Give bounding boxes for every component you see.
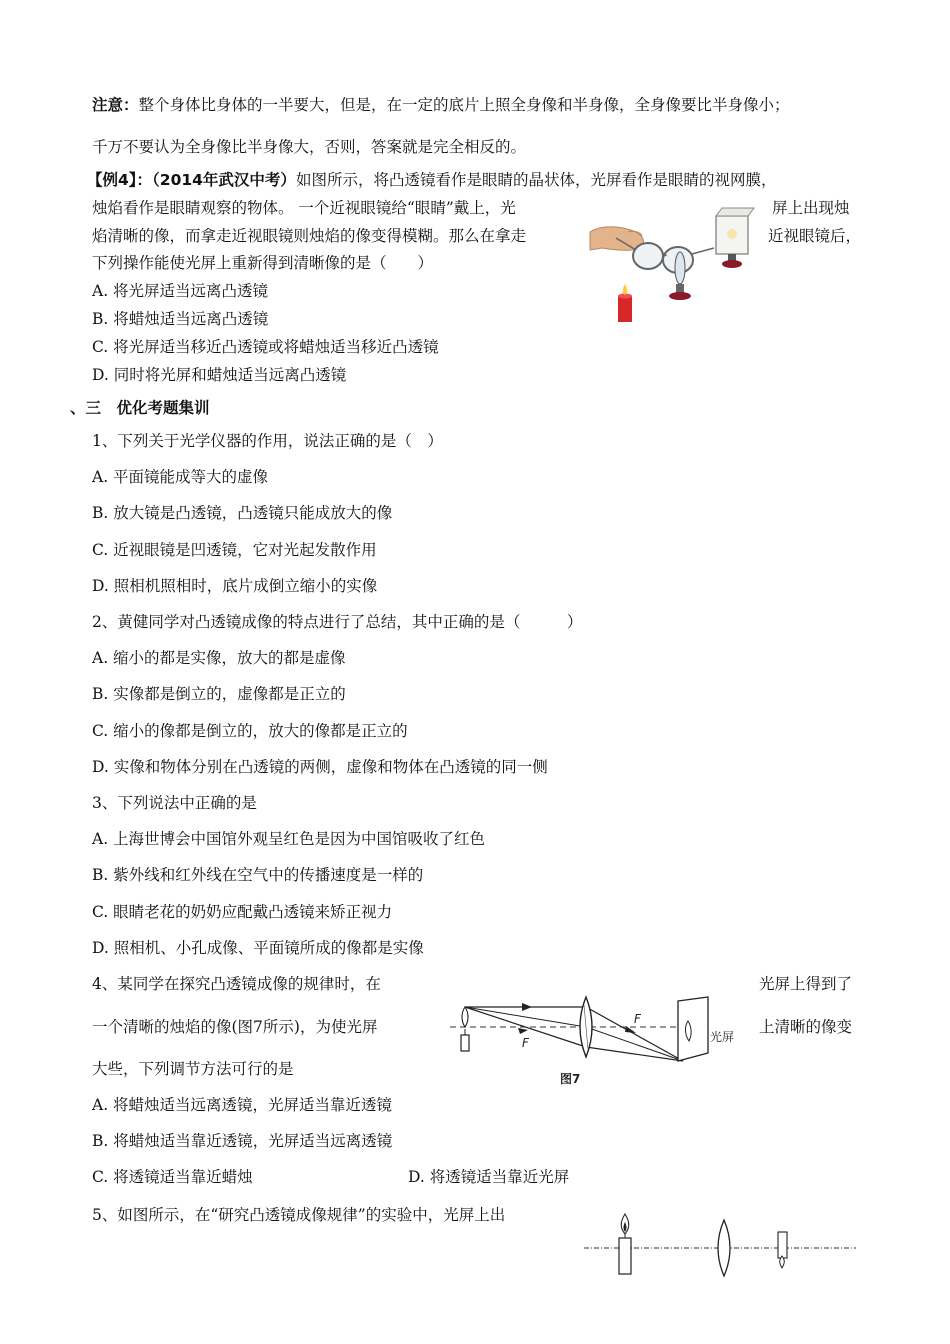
q4-option-a: A. 将蜡烛适当远离透镜，光屏适当靠近透镜 [92, 1096, 393, 1114]
q3-stem: 3、下列说法中正确的是 [92, 794, 257, 812]
example4-option-a: A. 将光屏适当远离凸透镜 [92, 282, 269, 300]
glasses-experiment-figure [588, 198, 760, 326]
example4-text-1: 如图所示，将凸透镜看作是眼睛的晶状体，光屏看作是眼睛的视网膜， [295, 171, 777, 189]
q3-option-a: A. 上海世博会中国馆外观呈红色是因为中国馆吸收了红色 [92, 830, 486, 848]
example4-line-2a: 烛焰看作是眼睛观察的物体。 一个近视眼镜给“眼睛”戴上，光 [92, 199, 516, 217]
q4-option-d: D. 将透镜适当靠近光屏 [408, 1168, 570, 1186]
q3-option-b: B. 紫外线和红外线在空气中的传播速度是一样的 [92, 866, 424, 884]
q1-option-b: B. 放大镜是凸透镜，凸透镜只能成放大的像 [92, 504, 393, 522]
q5-stem: 5、如图所示，在“研究凸透镜成像规律”的实验中，光屏上出 [92, 1206, 506, 1224]
q4-option-c: C. 将透镜适当靠近蜡烛 [92, 1168, 253, 1186]
figure-7-focus-label-left: F [522, 1036, 529, 1050]
q1-stem: 1、下列关于光学仪器的作用，说法正确的是（ ） [92, 432, 443, 450]
figure-7-focus-label-right: F [634, 1012, 641, 1026]
q2-option-a: A. 缩小的都是实像，放大的都是虚像 [92, 649, 346, 667]
note-line-2: 千万不要认为全身像比半身像大，否则，答案就是完全相反的。 [92, 138, 527, 156]
example4-option-b: B. 将蜡烛适当远离凸透镜 [92, 310, 269, 328]
figure-7-ray-diagram [448, 995, 748, 1087]
q1-option-d: D. 照相机照相时，底片成倒立缩小的实像 [92, 577, 378, 595]
figure-7-screen-label: 光屏 [710, 1030, 735, 1044]
example4-line-4: 下列操作能使光屏上重新得到清晰像的是（ ） [92, 254, 434, 272]
q1-option-c: C. 近视眼镜是凹透镜，它对光起发散作用 [92, 541, 377, 559]
example4-line-3a: 焰清晰的像，而拿走近视眼镜则烛焰的像变得模糊。那么在拿走 [92, 227, 527, 245]
q2-option-b: B. 实像都是倒立的，虚像都是正立的 [92, 685, 346, 703]
q2-option-c: C. 缩小的像都是倒立的，放大的像都是正立的 [92, 722, 408, 740]
q4-line-2b: 上清晰的像变 [759, 1018, 853, 1036]
q4-line-1a: 4、某同学在探究凸透镜成像的规律时，在 [92, 975, 381, 993]
example4-line-1 [87, 170, 776, 190]
q3-option-c: C. 眼睛老花的奶奶应配戴凸透镜来矫正视力 [92, 903, 393, 921]
example4-option-d: D. 同时将光屏和蜡烛适当远离凸透镜 [92, 366, 347, 384]
q4-line-1b: 光屏上得到了 [759, 975, 853, 993]
q2-stem: 2、黄健同学对凸透镜成像的特点进行了总结，其中正确的是（ ） [92, 613, 583, 631]
q4-line-2a: 一个清晰的烛焰的像(图7所示)，为使光屏 [92, 1018, 378, 1036]
q4-option-b: B. 将蜡烛适当靠近透镜，光屏适当远离透镜 [92, 1132, 393, 1150]
example4-line-3b: 近视眼镜后， [768, 227, 862, 245]
example4-tag: 【例4】：（2014年武汉中考） [87, 171, 296, 189]
note-label: 注意： [92, 96, 139, 114]
section-title: 、三 优化考题集训 [70, 399, 210, 417]
q5-experiment-figure [582, 1208, 862, 1278]
example4-option-c: C. 将光屏适当移近凸透镜或将蜡烛适当移近凸透镜 [92, 338, 439, 356]
figure-7-caption: 图7 [560, 1072, 581, 1086]
q4-line-3: 大些，下列调节方法可行的是 [92, 1060, 294, 1078]
q3-option-d: D. 照相机、小孔成像、平面镜所成的像都是实像 [92, 939, 424, 957]
example4-line-2b: 屏上出现烛 [772, 199, 850, 217]
q2-option-d: D. 实像和物体分别在凸透镜的两侧，虚像和物体在凸透镜的同一侧 [92, 758, 548, 776]
note-text-1: 整个身体比身体的一半要大，但是，在一定的底片上照全身像和半身像，全身像要比半身像小； [138, 96, 790, 114]
note-line-1 [92, 95, 790, 115]
q1-option-a: A. 平面镜能成等大的虚像 [92, 468, 269, 486]
